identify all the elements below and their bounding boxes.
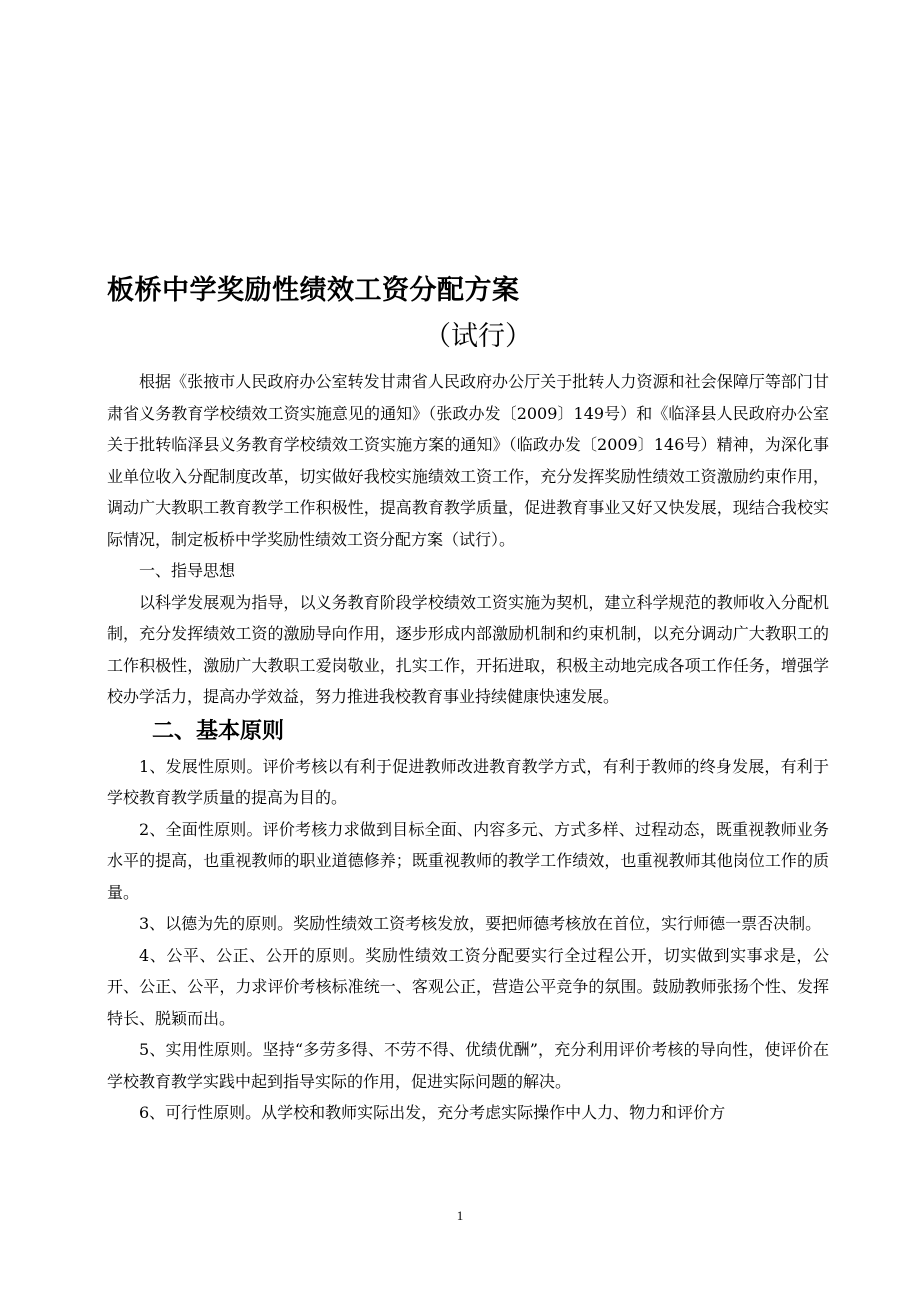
- principle-item: 5、实用性原则。坚持“多劳多得、不劳不得、优绩优酬”，充分利用评价考核的导向性，使评价在学校教育教学实践中起到指导实际的作用，促进实际问题的解决。: [107, 1040, 829, 1091]
- section-heading-basic-principles: 二、基本原则: [152, 718, 285, 744]
- page-number: 1: [456, 1208, 464, 1223]
- section-heading-guiding-ideology: 一、指导思想: [139, 561, 236, 580]
- principle-item: 1、发展性原则。评价考核以有利于促进教师改进教育教学方式，有利于教师的终身发展，有利于学校教育教学质量的提高为目的。: [107, 756, 829, 807]
- principle-item: 6、可行性原则。从学校和教师实际出发，充分考虑实际操作中人力、物力和评价方: [139, 1103, 726, 1122]
- principle-item: 2、全面性原则。评价考核力求做到目标全面、内容多元、方式多样、过程动态，既重视教师业务水平的提高，也重视教师的职业道德修养；既重视教师的教学工作绩效，也重视教师其他岗位工作的质量。: [107, 819, 829, 902]
- guiding-ideology-paragraph: 以科学发展观为指导，以义务教育阶段学校绩效工资实施为契机，建立科学规范的教师收入分配机制，充分发挥绩效工资的激励导向作用，逐步形成内部激励机制和约束机制，以充分调动广大教职工的工作积极性，激励广大教职工爱岗敬业，扎实工作，开拓进取，积极主动地完成各项工作任务，增强学校办学活力，提高办学效益，努力推进我校教育事业持续健康快速发展。: [107, 592, 829, 706]
- principle-item: 4、公平、公正、公开的原则。奖励性绩效工资分配要实行全过程公开，切实做到实事求是，公开、公正、公平，力求评价考核标准统一、客观公正，营造公平竞争的氛围。鼓励教师张扬个性、发挥特长、脱颖而出。: [107, 945, 829, 1028]
- document-body: [107, 268, 829, 1129]
- intro-paragraph: 根据《张掖市人民政府办公室转发甘肃省人民政府办公厅关于批转人力资源和社会保障厅等部门甘肃省义务教育学校绩效工资实施意见的通知》（张政办发〔2009〕149号）和《临泽县人民政府办公室关于批转临泽县义务教育学校绩效工资实施方案的通知》（临政办发〔2009〕146号）精神，为深化事业单位收入分配制度改革，切实做好我校实施绩效工资工作，充分发挥奖励性绩效工资激励约束作用，调动广大教职工教育教学工作积极性，提高教育教学质量，促进教育事业又好又快发展，现结合我校实际情况，制定板桥中学奖励性绩效工资分配方案（试行）。: [107, 372, 829, 549]
- document-subtitle: （试行）: [424, 321, 532, 352]
- document-title: 板桥中学奖励性绩效工资分配方案: [107, 275, 520, 306]
- principle-item: 3、以德为先的原则。奖励性绩效工资考核发放，要把师德考核放在首位，实行师德一票否决制。: [139, 914, 822, 933]
